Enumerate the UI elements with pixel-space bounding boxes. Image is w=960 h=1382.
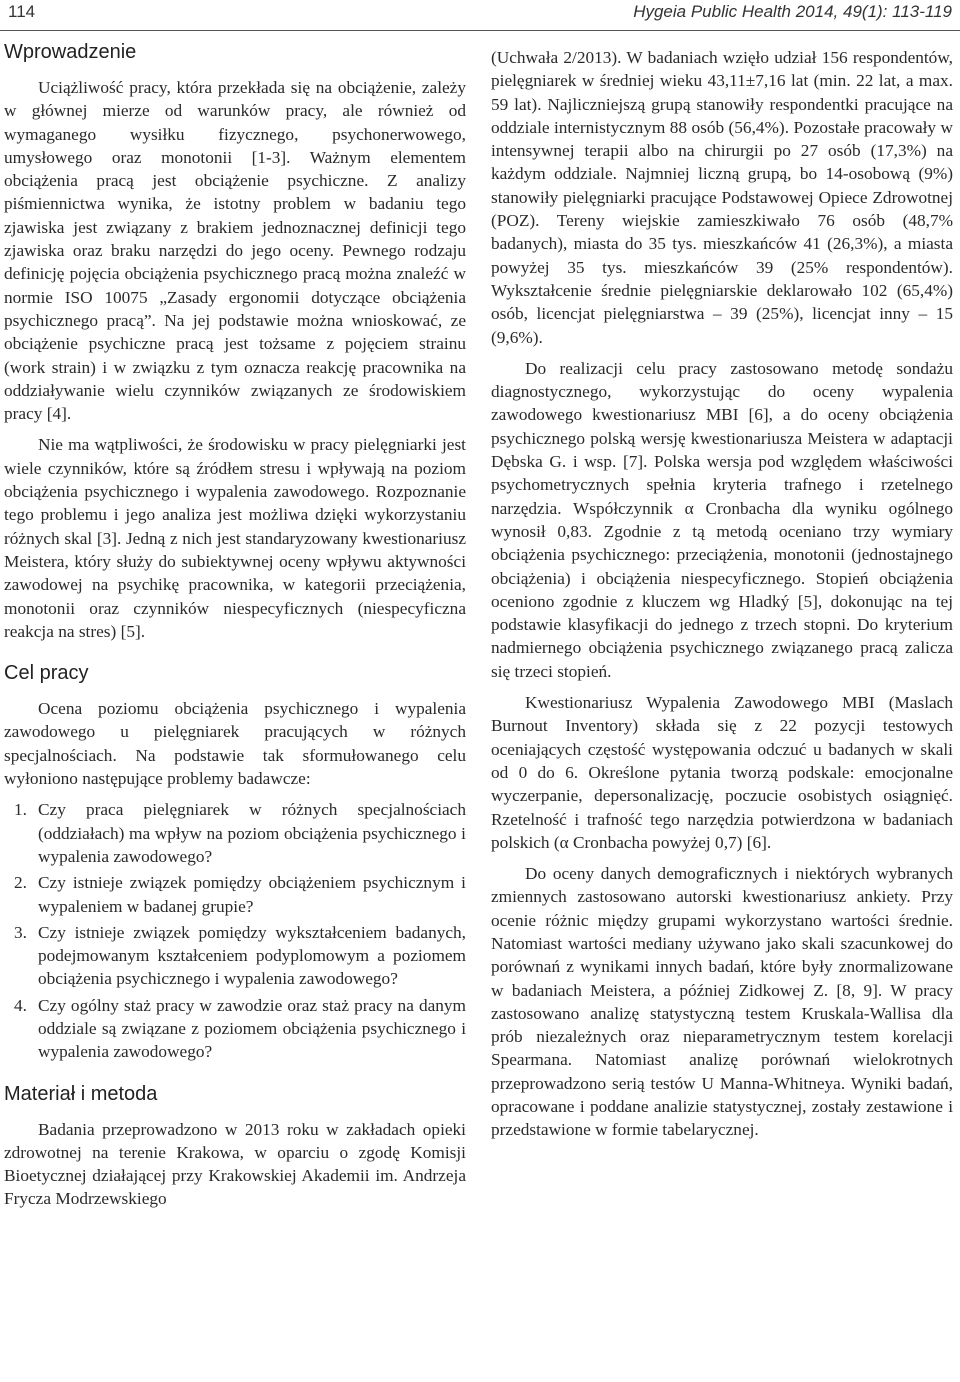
journal-citation: Hygeia Public Health 2014, 49(1): 113-119 [633, 2, 952, 21]
methods-paragraph-4: Do oceny danych demograficznych i niektórych wybranych zmiennych zastosowano autorski kwestionariusz ankiety. Przy ocenie różnic między grupami wykorzystano wartości średnie. Natomiast wartości mediany używano jako skali szacunkowej do porównań z wynikami innych badań, które były znormalizowane w badaniach Meistera, a później Zidkowej Z. [8, 9]. W pracy zastosowano analizę statystyczną testem Kruskala-Wallisa dla prób niezależnych oraz nieparametrycznym testem korelacji Spearmana. Natomiast analizę porównań wielokrotnych przeprowadzono serią testów U Manna-Whitneya. Wyniki badań, opracowane i poddane analizie statystycznej, zostały zestawione i przedstawione w formie tabelarycznej. [491, 864, 953, 1140]
methods-paragraph-2: Do realizacji celu pracy zastosowano metodę sondażu diagnostycznego, wykorzystując do oceny wypalenia zawodowego kwestionariusz MBI [6], a do oceny obciążenia psychicznego polską wersję kwestionariusza Meistera w adaptacji Dębska G. i wsp. [7]. Polska wersja pod względem właściwości psychometrycznych spełnia kryteria trafnego i rzetelnego narzędzia. Współczynnik α Cronbacha dla wyniku ogólnego wynosił 0,83. Zgodnie z tą metodą oceniano trzy wymiary obciążenia psychicznego: przeciążenia, monotonii (jednostajnego obciążenia) i obciążenia niespecyficznego. Stopień obciążenia oceniono zgodnie z kluczem wg Hladký [5], dokonując na tej podstawie klasyfikacji do jednego z trzech stopni. Do kryterium nadmiernego obciążenia psychicznego związanego pracą zalicza się trzeci stopień. [491, 358, 953, 681]
list-item-text: Czy ogólny staż pracy w zawodzie oraz staż pracy na danym oddziale są związane z poziomem obciążenia psychicznego i wypalenia zawodowego? [38, 995, 466, 1062]
page-number: 114 [8, 2, 36, 21]
list-item-text: Czy istnieje związek pomiędzy obciążeniem psychicznym i wypaleniem w badanej grupie? [38, 873, 466, 916]
list-number: 3. [14, 922, 27, 942]
list-item-text: Czy istnieje związek pomiędzy wykształceniem badanych, podejmowanym kształceniem podyplomowym a poziomem obciążenia psychicznego i wypalenia zawodowego? [38, 922, 466, 989]
list-item [4, 921, 466, 991]
intro-paragraph-1: Uciążliwość pracy, która przekłada się na obciążenie, zależy w głównej mierze od warunków pracy, ale również od wymaganego wysiłku fizycznego, psychonerwowego, umysłowego oraz monotonii [1-3]. Ważnym elementem obciążenia pracą jest obciążenie psychiczne. Z analizy piśmiennictwa wynika, że istotny problem w badaniu tego zjawiska jest związany z brakiem jednoznacznej definicji tego zjawiska oraz braku narzędzi do jego oceny. Pewnego rodzaju definicję pojęcia obciążenia psychicznego pracą można znaleźć w normie ISO 10075 „Zasady ergonomii dotyczące obciążenia psychicznego pracą”. Na jej podstawie można wnioskować, ze obciążenie psychiczne pracą jest tożsame z pojęciem strainu (work strain) i w związku z tym oznacza reakcję pracownika na oddziaływanie wielu czynników związanych ze środowiskiem pracy [4]. [4, 78, 466, 424]
section-heading-aim: Cel pracy [4, 662, 89, 685]
left-column [4, 40, 466, 1219]
list-item [4, 798, 466, 868]
right-column [491, 46, 953, 1150]
page-header [0, 0, 960, 31]
section-heading-methods: Materiał i metoda [4, 1082, 158, 1105]
list-item-text: Czy praca pielęgniarek w różnych specjalnościach (oddziałach) ma wpływ na poziom obciążenia psychicznego i wypalenia zawodowego? [38, 800, 466, 866]
list-item [4, 994, 466, 1064]
list-number: 4. [14, 995, 27, 1015]
list-item [4, 871, 466, 918]
intro-paragraph-2: Nie ma wątpliwości, że środowisku w pracy pielęgniarki jest wiele czynników, które są źródłem stresu i wpływają na poziom obciążenia psychicznego i wypalenia zawodowego. Rozpoznanie tego problemu i jego analiza jest możliwa dzięki wykorzystaniu różnych skal [3]. Jedną z nich jest standaryzowany kwestionariusz Meistera, który służy do subiektywnej oceny wpływu aktywności zawodowej na psychikę pracownika, w kategorii przeciążenia, monotonii oraz czynników niespecyficznych (niespecyficzna reakcja na stres) [5]. [4, 435, 466, 641]
methods-paragraph-1: Badania przeprowadzono w 2013 roku w zakładach opieki zdrowotnej na terenie Krakowa, w oparciu o zgodę Komisji Bioetycznej działającej przy Krakowskiej Akademii im. Andrzeja Frycza Modrzewskiego [4, 1119, 466, 1209]
section-heading-intro: Wprowadzenie [4, 41, 137, 63]
methods-paragraph-continued: (Uchwała 2/2013). W badaniach wzięło udział 156 respondentów, pielęgniarek w średniej wieku 43,11±7,16 lat (min. 22 lat, a max. 59 lat). Najliczniejszą grupą stanowiły respondentki pracujące na oddziale internistycznym 88 osób (56,4%). Pozostałe pracowały w intensywnej terapii albo na chirurgii po 27 osób (17,3%) na każdym oddziale. Najmniej liczną grupą, bo 14-osobową (9%) stanowiły pielęgniarki pracujące Podstawowej Opiece Zdrowotnej (POZ). Tereny wiejskie zamieszkiwało 76 osób (48,7% badanych), miasta do 35 tys. mieszkańców 41 (26,3%), a miasta powyżej 35 tys. mieszkańców 39 (25% respondentów). Wykształcenie średnie pielęgniarskie deklarowało 102 (65,4%) osób, licencjat pielęgniarstwa – 39 (25%), licencjat inny – 15 (9,6%). [491, 48, 953, 347]
list-number: 1. [14, 800, 27, 820]
list-number: 2. [14, 873, 27, 893]
aim-paragraph: Ocena poziomu obciążenia psychicznego i wypalenia zawodowego u pielęgniarek pracujących w różnych specjalnościach. Na podstawie tak sformułowanego celu wyłoniono następujące problemy badawcze: [4, 699, 466, 789]
research-questions-list [4, 798, 466, 1063]
methods-paragraph-3: Kwestionariusz Wypalenia Zawodowego MBI (Maslach Burnout Inventory) składa się z 22 pozycji testowych oceniających częstość występowania odczuć u badanych w skali od 0 do 6. Określone pytania tworzą podskale: emocjonalne wyczerpanie, depersonalizację, poczucie osobistych osiągnięć. Rzetelność i trafność tego narzędzia potwierdzona w badaniach polskich (α Cronbacha powyżej 0,7) [6]. [491, 693, 953, 852]
